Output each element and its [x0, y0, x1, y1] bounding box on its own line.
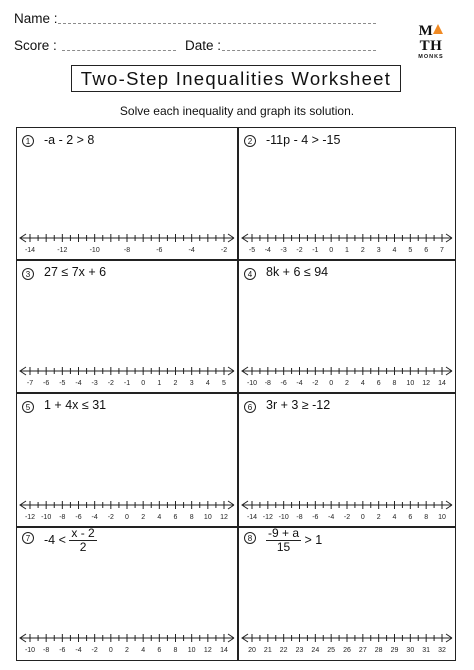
- tick-label: 32: [438, 647, 446, 654]
- number-line-5[interactable]: [16, 497, 238, 523]
- tick-label: -2: [220, 247, 228, 254]
- tick-label: 0: [329, 247, 334, 254]
- problem-5-number: 5: [22, 401, 34, 413]
- tick-label: -6: [43, 380, 50, 387]
- number-line-2[interactable]: [238, 230, 456, 256]
- tick-label: 12: [422, 380, 431, 387]
- tick-label: 29: [390, 647, 399, 654]
- problem-7-number: 7: [22, 532, 34, 544]
- problem-8-fraction: [266, 527, 301, 554]
- tick-label: -12: [57, 247, 68, 254]
- tick-label: 1: [157, 380, 162, 387]
- tick-label: 3: [189, 380, 194, 387]
- number-line-3[interactable]: [16, 363, 238, 389]
- problem-8-number: 8: [244, 532, 256, 544]
- tick-label: 0: [125, 514, 129, 521]
- tick-label: -5: [248, 247, 256, 254]
- tick-label: 10: [406, 380, 415, 387]
- tick-label: 20: [248, 647, 256, 654]
- tick-label: 0: [329, 380, 334, 387]
- tick-label: 8: [173, 647, 178, 654]
- problem-2-number: 2: [244, 135, 256, 147]
- tick-label: 2: [376, 514, 381, 521]
- problem-3-number: 3: [22, 268, 34, 280]
- problem-7-fraction: [69, 527, 96, 554]
- tick-label: -4: [75, 647, 82, 654]
- tick-label: -1: [123, 380, 131, 387]
- tick-label: -8: [43, 647, 50, 654]
- tick-label: -4: [91, 514, 98, 521]
- tick-label: 28: [374, 647, 383, 654]
- fraction-denominator: 15: [276, 540, 291, 554]
- tick-label: -6: [312, 514, 319, 521]
- tick-label: 2: [125, 647, 129, 654]
- tick-label: 4: [392, 247, 397, 254]
- tick-label: -6: [156, 247, 163, 254]
- problem-7-text: [44, 527, 97, 554]
- date-label: Date :: [185, 38, 222, 53]
- tick-label: 10: [203, 514, 212, 521]
- problem-2-text: -11p - 4 > -15: [266, 133, 341, 147]
- tick-label: 26: [343, 647, 351, 654]
- tick-label: -7: [26, 380, 34, 387]
- name-field[interactable]: [58, 23, 376, 24]
- tick-label: 24: [311, 647, 320, 654]
- tick-label: 12: [220, 514, 228, 521]
- triangle-icon: [433, 24, 443, 34]
- tick-label: 8: [392, 380, 397, 387]
- fraction-numerator: x - 2: [71, 526, 95, 540]
- tick-label: 22: [279, 647, 288, 654]
- tick-label: -2: [107, 514, 114, 521]
- problem-5-text: 1 + 4x ≤ 31: [44, 398, 107, 412]
- problem-4-number: 4: [244, 268, 256, 280]
- tick-label: 4: [157, 514, 162, 521]
- number-line-6[interactable]: [238, 497, 456, 523]
- grid-divider-row2: [16, 392, 456, 394]
- tick-label: -4: [264, 247, 271, 254]
- tick-label: 7: [440, 247, 444, 254]
- tick-label: -8: [264, 380, 271, 387]
- tick-label: 6: [173, 514, 178, 521]
- tick-label: -2: [107, 380, 114, 387]
- tick-label: 4: [392, 514, 397, 521]
- tick-label: -5: [59, 380, 66, 387]
- tick-label: 12: [203, 647, 212, 654]
- logo-word-right: TH: [419, 38, 443, 54]
- tick-label: -10: [89, 247, 100, 254]
- number-line-4[interactable]: [238, 363, 456, 389]
- tick-label: 2: [345, 380, 349, 387]
- tick-label: -14: [24, 247, 36, 254]
- tick-label: 4: [141, 647, 146, 654]
- tick-label: -3: [280, 247, 287, 254]
- problem-8-right: > 1: [304, 532, 323, 547]
- tick-label: 27: [358, 647, 367, 654]
- tick-label: 10: [187, 647, 196, 654]
- tick-label: 31: [422, 647, 431, 654]
- tick-label: -2: [91, 647, 98, 654]
- score-field[interactable]: [62, 50, 176, 51]
- grid-divider-vertical: [237, 127, 239, 661]
- score-label: Score :: [14, 38, 57, 53]
- worksheet-title: Two-Step Inequalities Worksheet: [71, 65, 401, 92]
- problem-6-text: 3r + 3 ≥ -12: [266, 398, 331, 412]
- tick-label: 25: [327, 647, 336, 654]
- date-field[interactable]: [222, 50, 376, 51]
- tick-label: 6: [424, 247, 429, 254]
- tick-label: -10: [24, 647, 36, 654]
- tick-label: -6: [75, 514, 82, 521]
- tick-label: 6: [376, 380, 381, 387]
- tick-label: 6: [157, 647, 162, 654]
- tick-label: -4: [328, 514, 335, 521]
- problem-7-left: -4 <: [44, 532, 66, 547]
- tick-label: -2: [312, 380, 319, 387]
- tick-label: 14: [220, 647, 228, 654]
- problem-3-text: 27 ≤ 7x + 6: [44, 265, 107, 279]
- problem-grid: [16, 127, 456, 661]
- tick-label: -6: [280, 380, 287, 387]
- tick-label: 14: [438, 380, 446, 387]
- tick-label: -10: [278, 514, 289, 521]
- tick-label: 5: [222, 380, 226, 387]
- tick-label: 0: [360, 514, 365, 521]
- tick-label: 4: [360, 380, 365, 387]
- tick-label: -3: [91, 380, 98, 387]
- tick-label: 2: [360, 247, 365, 254]
- tick-label: -12: [24, 514, 36, 521]
- tick-label: -1: [312, 247, 319, 254]
- fraction-numerator: -9 + a: [268, 526, 300, 540]
- tick-label: -10: [246, 380, 258, 387]
- number-line-7[interactable]: [16, 630, 238, 656]
- tick-label: 5: [408, 247, 413, 254]
- tick-label: 8: [424, 514, 429, 521]
- tick-label: 0: [108, 647, 113, 654]
- name-label: Name :: [14, 11, 58, 26]
- tick-label: -4: [296, 380, 303, 387]
- tick-label: 1: [345, 247, 349, 254]
- tick-label: 8: [189, 514, 194, 521]
- math-monks-logo: [414, 24, 448, 61]
- tick-label: -4: [75, 380, 82, 387]
- tick-label: 2: [173, 380, 178, 387]
- tick-label: 10: [438, 514, 446, 521]
- problem-8-text: [266, 527, 322, 554]
- tick-label: -8: [59, 514, 66, 521]
- problem-6-number: 6: [244, 401, 256, 413]
- number-line-8[interactable]: [238, 630, 456, 656]
- tick-label: 4: [205, 380, 210, 387]
- tick-label: -6: [59, 647, 66, 654]
- tick-label: -2: [343, 514, 351, 521]
- tick-label: 21: [263, 647, 272, 654]
- tick-label: 23: [295, 647, 304, 654]
- tick-label: 2: [141, 514, 146, 521]
- tick-label: -4: [188, 247, 195, 254]
- tick-label: 0: [141, 380, 146, 387]
- fraction-denominator: 2: [79, 540, 87, 554]
- tick-label: -14: [246, 514, 258, 521]
- problem-1-number: 1: [22, 135, 34, 147]
- tick-label: 30: [406, 647, 415, 654]
- problem-1-text: -a - 2 > 8: [44, 133, 95, 147]
- tick-label: 6: [408, 514, 413, 521]
- tick-label: 3: [376, 247, 381, 254]
- problem-4-text: 8k + 6 ≤ 94: [266, 265, 329, 279]
- tick-label: -12: [262, 514, 273, 521]
- tick-label: -8: [123, 247, 131, 254]
- number-line-1[interactable]: [16, 230, 238, 256]
- logo-subtitle: MONKS: [418, 54, 444, 60]
- logo-word-left: M: [418, 23, 434, 39]
- instructions: Solve each inequality and graph its solution.: [119, 104, 355, 118]
- grid-divider-row1: [16, 259, 456, 261]
- tick-label: -2: [296, 247, 303, 254]
- tick-label: -10: [41, 514, 52, 521]
- tick-label: -8: [296, 514, 303, 521]
